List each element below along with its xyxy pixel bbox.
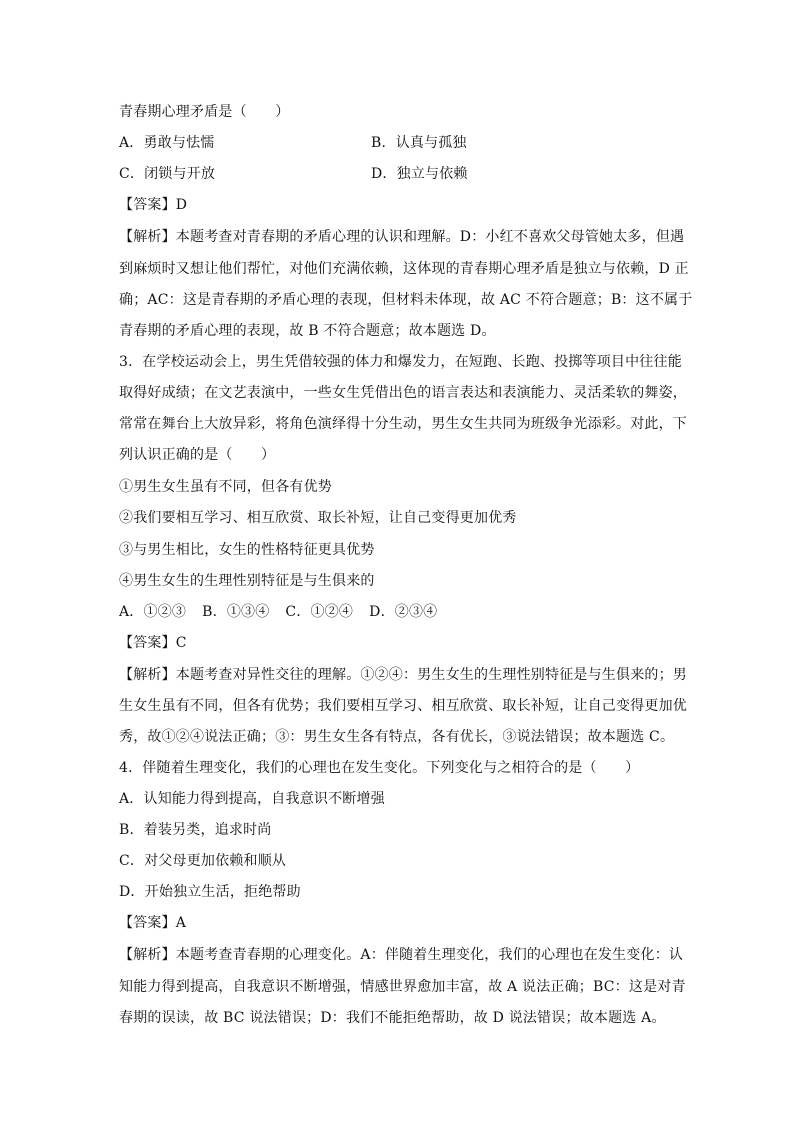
q3-options (119, 602, 453, 622)
q2-analysis-line: 青春期的矛盾心理的表现，故 B 不符合题意；故本题选 D。 (119, 323, 496, 339)
q3-stem-line: 常常在舞台上大放异彩，将角色演绎得十分生动，男生女生共同为班级争光添彩。对此，下 (119, 416, 687, 432)
q3-statement-4: ④男生女生的生理性别特征是与生俱来的 (119, 573, 375, 589)
q4-analysis-line: 知能力得到提高，自我意识不断增强，情感世界愈加丰富，故 A 说法正确；BC：这是对青 (119, 979, 686, 995)
q3-stem-line: 3．在学校运动会上，男生凭借较强的体力和爆发力，在短跑、长跑、投掷等项目中往往能 (119, 354, 682, 370)
q3-analysis-line: 生女生虽有不同，但各有优势；我们要相互学习、相互欣赏、取长补短，让自己变得更加优 (119, 698, 687, 714)
q4-option-c: C．对父母更加依赖和顺从 (119, 853, 287, 869)
q4-analysis-line: 春期的误读，故 BC 说法错误；D：我们不能拒绝帮助，故 D 说法错误；故本题选 A。 (119, 1010, 666, 1026)
q3-statement-3: ③与男生相比，女生的性格特征更具优势 (119, 542, 375, 558)
q3-statement-2: ②我们要相互学习、相互欣赏、取长补短，让自己变得更加优秀 (119, 510, 517, 526)
q2-analysis-line: 确；AC：这是青春期的矛盾心理的表现，但材料未体现，故 AC 不符合题意；B：这不属于 (119, 292, 693, 308)
q3-option-a: A．①②③ (119, 604, 187, 620)
q3-option-d: D．②③④ (369, 604, 438, 620)
q2-option-c: C．闭锁与开放 (119, 166, 216, 182)
q2-option-b: B．认真与孤独 (371, 135, 467, 151)
q3-option-b: B．①③④ (202, 604, 270, 620)
q3-analysis-line: 秀，故①②④说法正确；③：男生女生各有特点，各有优长，③说法错误；故本题选 C。 (119, 729, 675, 745)
q2-analysis-line: 【解析】本题考查对青春期的矛盾心理的认识和理解。D：小红不喜欢父母管她太多，但遇 (119, 229, 685, 245)
q4-answer: 【答案】A (119, 915, 187, 931)
q2-options-row-2 (119, 164, 679, 184)
q2-options-row-1 (119, 133, 679, 153)
q2-answer: 【答案】D (119, 197, 188, 213)
q4-analysis-line: 【解析】本题考查青春期的心理变化。A：伴随着生理变化，我们的心理也在发生变化：认 (119, 947, 684, 963)
q2-analysis-line: 到麻烦时又想让他们帮忙，对他们充满依赖，这体现的青春期心理矛盾是独立与依赖，D 正 (119, 261, 689, 277)
q3-analysis-line: 【解析】本题考查对异性交往的理解。①②④：男生女生的生理性别特征是与生俱来的；男 (119, 667, 687, 683)
q3-option-c: C．①②④ (285, 604, 354, 620)
q3-stem-line: 取得好成绩；在文艺表演中，一些女生凭借出色的语言表达和表演能力、灵活柔软的舞姿， (119, 385, 687, 401)
q2-option-a: A．勇敢与怯懦 (119, 135, 215, 151)
q2-stem: 青春期心理矛盾是（ ） (119, 104, 290, 120)
q3-statement-1: ①男生女生虽有不同，但各有优势 (119, 479, 332, 495)
q4-option-b: B．着装另类，追求时尚 (119, 822, 272, 838)
q4-option-a: A．认知能力得到提高，自我意识不断增强 (119, 791, 385, 807)
q2-option-d: D．独立与依赖 (371, 166, 468, 182)
q3-stem-line: 列认识正确的是（ ） (119, 447, 276, 463)
q4-stem: 4．伴随着生理变化，我们的心理也在发生变化。下列变化与之相符合的是（ ） (119, 760, 640, 776)
q4-option-d: D．开始独立生活，拒绝帮助 (119, 884, 301, 900)
q3-answer: 【答案】C (119, 635, 187, 651)
